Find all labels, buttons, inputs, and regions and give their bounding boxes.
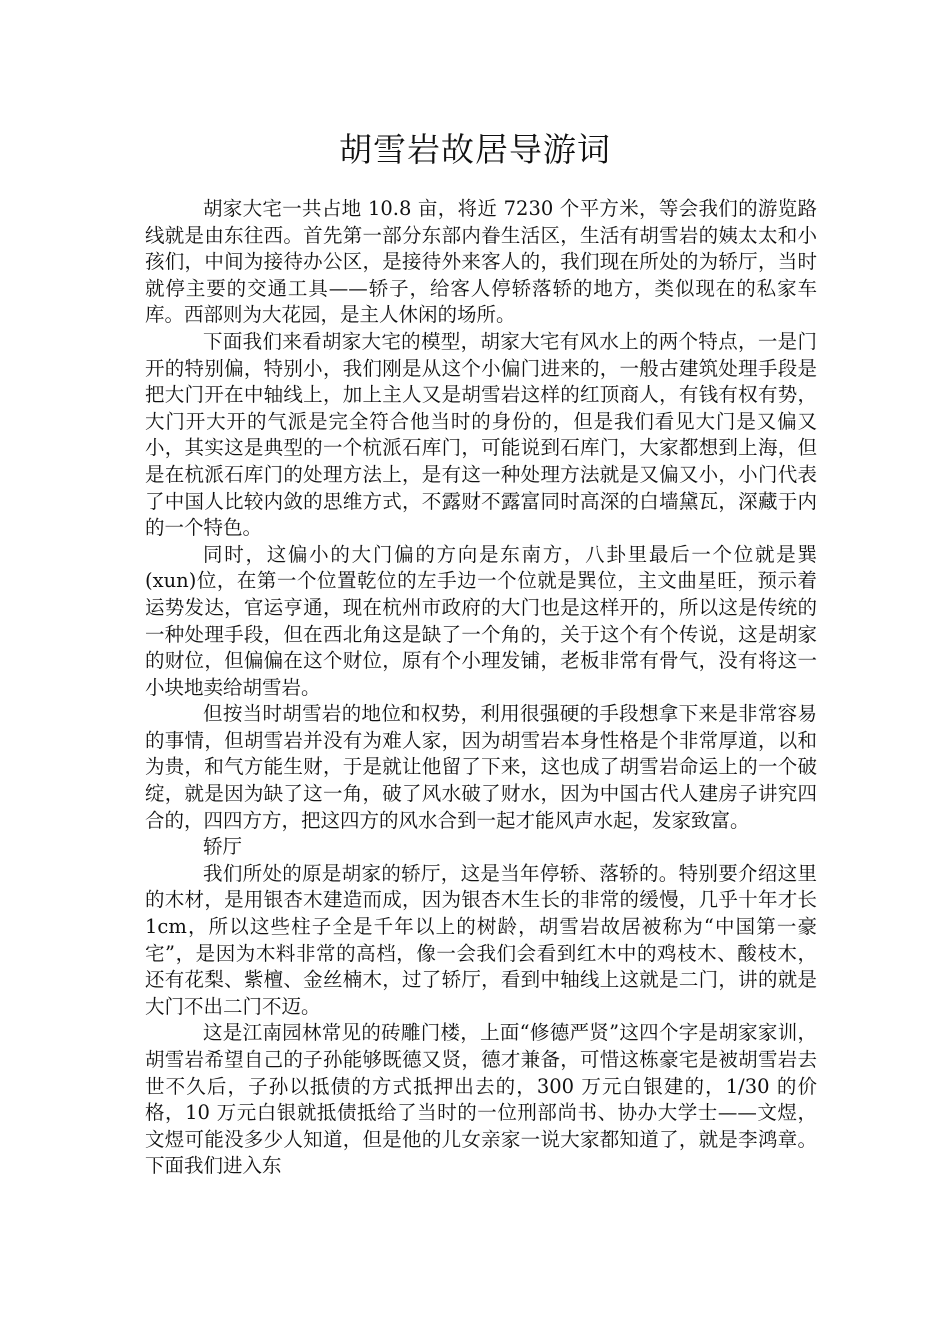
paragraph-character: 但按当时胡雪岩的地位和权势，利用很强硬的手段想拿下来是非常容易的事情，但胡雪岩并没有为难人家，因为胡雪岩本身性格是个非常厚道，以和为贵，和气方能生财，于是就让他留了下来，这也成了胡雪岩命运上的一个破绽，就是因为缺了这一角，破了风水破了财水，因为中国古代人建房子讲究四合的，四四方方，把这四方的风水合到一起才能风声水起，发家致富。 bbox=[145, 702, 817, 832]
document-body bbox=[145, 196, 817, 1180]
paragraph-jiaoting: 我们所处的原是胡家的轿厅，这是当年停轿、落轿的。特别要介绍这里的木材，是用银杏木建造而成，因为银杏木生长的非常的缓慢，几乎十年才长 1cm，所以这些柱子全是千年以上的树龄，胡雪岩故居被称为“中国第一豪宅”，是因为木料非常的高档，像一会我们会看到红木中的鸡枝木、酸枝木，还有花梨、紫檀、金丝楠木，过了轿厅，看到中轴线上这就是二门，讲的就是大门不出二门不迈。 bbox=[145, 861, 817, 1018]
paragraph-overview: 胡家大宅一共占地 10.8 亩，将近 7230 个平方米，等会我们的游览路线就是由东往西。首先第一部分东部内眷生活区，生活有胡雪岩的姨太太和小孩们，中间为接待办公区，是接待外来客人的，我们现在所处的为轿厅，当时就停主要的交通工具——轿子，给客人停轿落轿的地方，类似现在的私家车库。西部则为大花园，是主人休闲的场所。 bbox=[145, 197, 817, 327]
paragraph-brick-gate: 这是江南园林常见的砖雕门楼，上面“修德严贤”这四个字是胡家家训，胡雪岩希望自己的子孙能够既德又贤，德才兼备，可惜这栋豪宅是被胡雪岩去世不久后，子孙以抵债的方式抵押出去的，300 万元白银建的，1/30 的价格，10 万元白银就抵债抵给了当时的一位刑部尚书、协办大学士——文煜，文煜可能没多少人知道，但是他的儿女亲家一说大家都知道了，就是李鸿章。下面我们进入东 bbox=[145, 1021, 817, 1178]
document-title: 胡雪岩故居导游词 bbox=[339, 130, 611, 169]
paragraph-gate-direction: 同时，这偏小的大门偏的方向是东南方，八卦里最后一个位就是巽(xun)位，在第一个位置乾位的左手边一个位就是巽位，主文曲星旺，预示着运势发达，官运亨通，现在杭州市政府的大门也是这样开的，所以这是传统的一种处理手段，但在西北角这是缺了一个角的，关于这个有个传说，这是胡家的财位，但偏偏在这个财位，原有个小理发铺，老板非常有骨气，没有将这一小块地卖给胡雪岩。 bbox=[145, 542, 817, 699]
paragraph-model: 下面我们来看胡家大宅的模型，胡家大宅有风水上的两个特点，一是门开的特别偏，特别小，我们刚是从这个小偏门进来的，一般古建筑处理手段是把大门开在中轴线上，加上主人又是胡雪岩这样的红顶商人，有钱有权有势，大门开大开的气派是完全符合他当时的身份的，但是我们看见大门是又偏又小，其实这是典型的一个杭派石库门，可能说到石库门，大家都想到上海，但是在杭派石库门的处理方法上，是有这一种处理方法就是又偏又小，小门代表了中国人比较内敛的思维方式，不露财不露富同时高深的白墙黛瓦，深藏于内的一个特色。 bbox=[145, 329, 817, 540]
section-heading-jiaoting: 轿厅 bbox=[203, 835, 243, 859]
